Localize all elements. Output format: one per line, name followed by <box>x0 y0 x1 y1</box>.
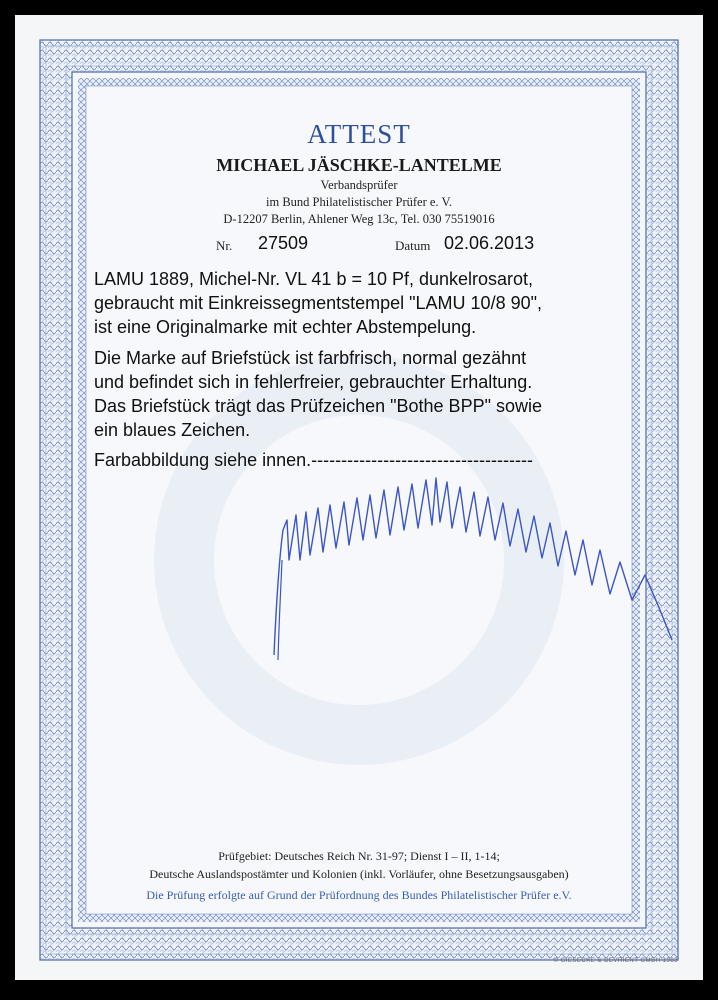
body-line: gebraucht mit Einkreissegmentstempel "LAMU 10/8 90", <box>94 293 542 313</box>
examiner-name: MICHAEL JÄSCHKE-LANTELME <box>216 155 502 175</box>
certificate-date: 02.06.2013 <box>444 233 535 253</box>
footer-line: Deutsche Auslandspostämter und Kolonien (inkl. Vorläufer, ohne Besetzungsausgaben) <box>149 867 569 881</box>
number-label: Nr. <box>216 238 233 253</box>
examiner-role: Verbandsprüfer <box>320 178 398 192</box>
date-label: Datum <box>395 238 431 253</box>
body-line: Die Marke auf Briefstück ist farbfrisch, normal gezähnt <box>94 348 527 368</box>
body-line: und befindet sich in fehlerfreier, gebrauchter Erhaltung. <box>94 372 533 392</box>
association-name: im Bund Philatelistischer Prüfer e. V. <box>266 195 452 209</box>
footer-line: Prüfgebiet: Deutsches Reich Nr. 31-97; Dienst I – II, 1-14; <box>218 849 500 863</box>
body-line: Farbabbildung siehe innen.------------------------------------- <box>94 450 533 470</box>
examiner-address: D-12207 Berlin, Ahlener Weg 13c, Tel. 030 75519016 <box>223 212 495 226</box>
body-line: LAMU 1889, Michel-Nr. VL 41 b = 10 Pf, dunkelrosarot, <box>94 269 534 289</box>
body-line: ein blaues Zeichen. <box>94 420 251 440</box>
printer-mark: © GIESECKE & DEVRIENT GMBH 1983 <box>553 958 678 964</box>
body-line: ist eine Originalmarke mit echter Abstempelung. <box>94 317 477 337</box>
certificate-title: ATTEST <box>307 119 411 149</box>
body-line: Das Briefstück trägt das Prüfzeichen "Bothe BPP" sowie <box>94 396 542 416</box>
certificate-number: 27509 <box>258 233 309 253</box>
footer-line: Die Prüfung erfolgte auf Grund der Prüfordnung des Bundes Philatelistischer Prüfer e.V. <box>146 888 572 902</box>
